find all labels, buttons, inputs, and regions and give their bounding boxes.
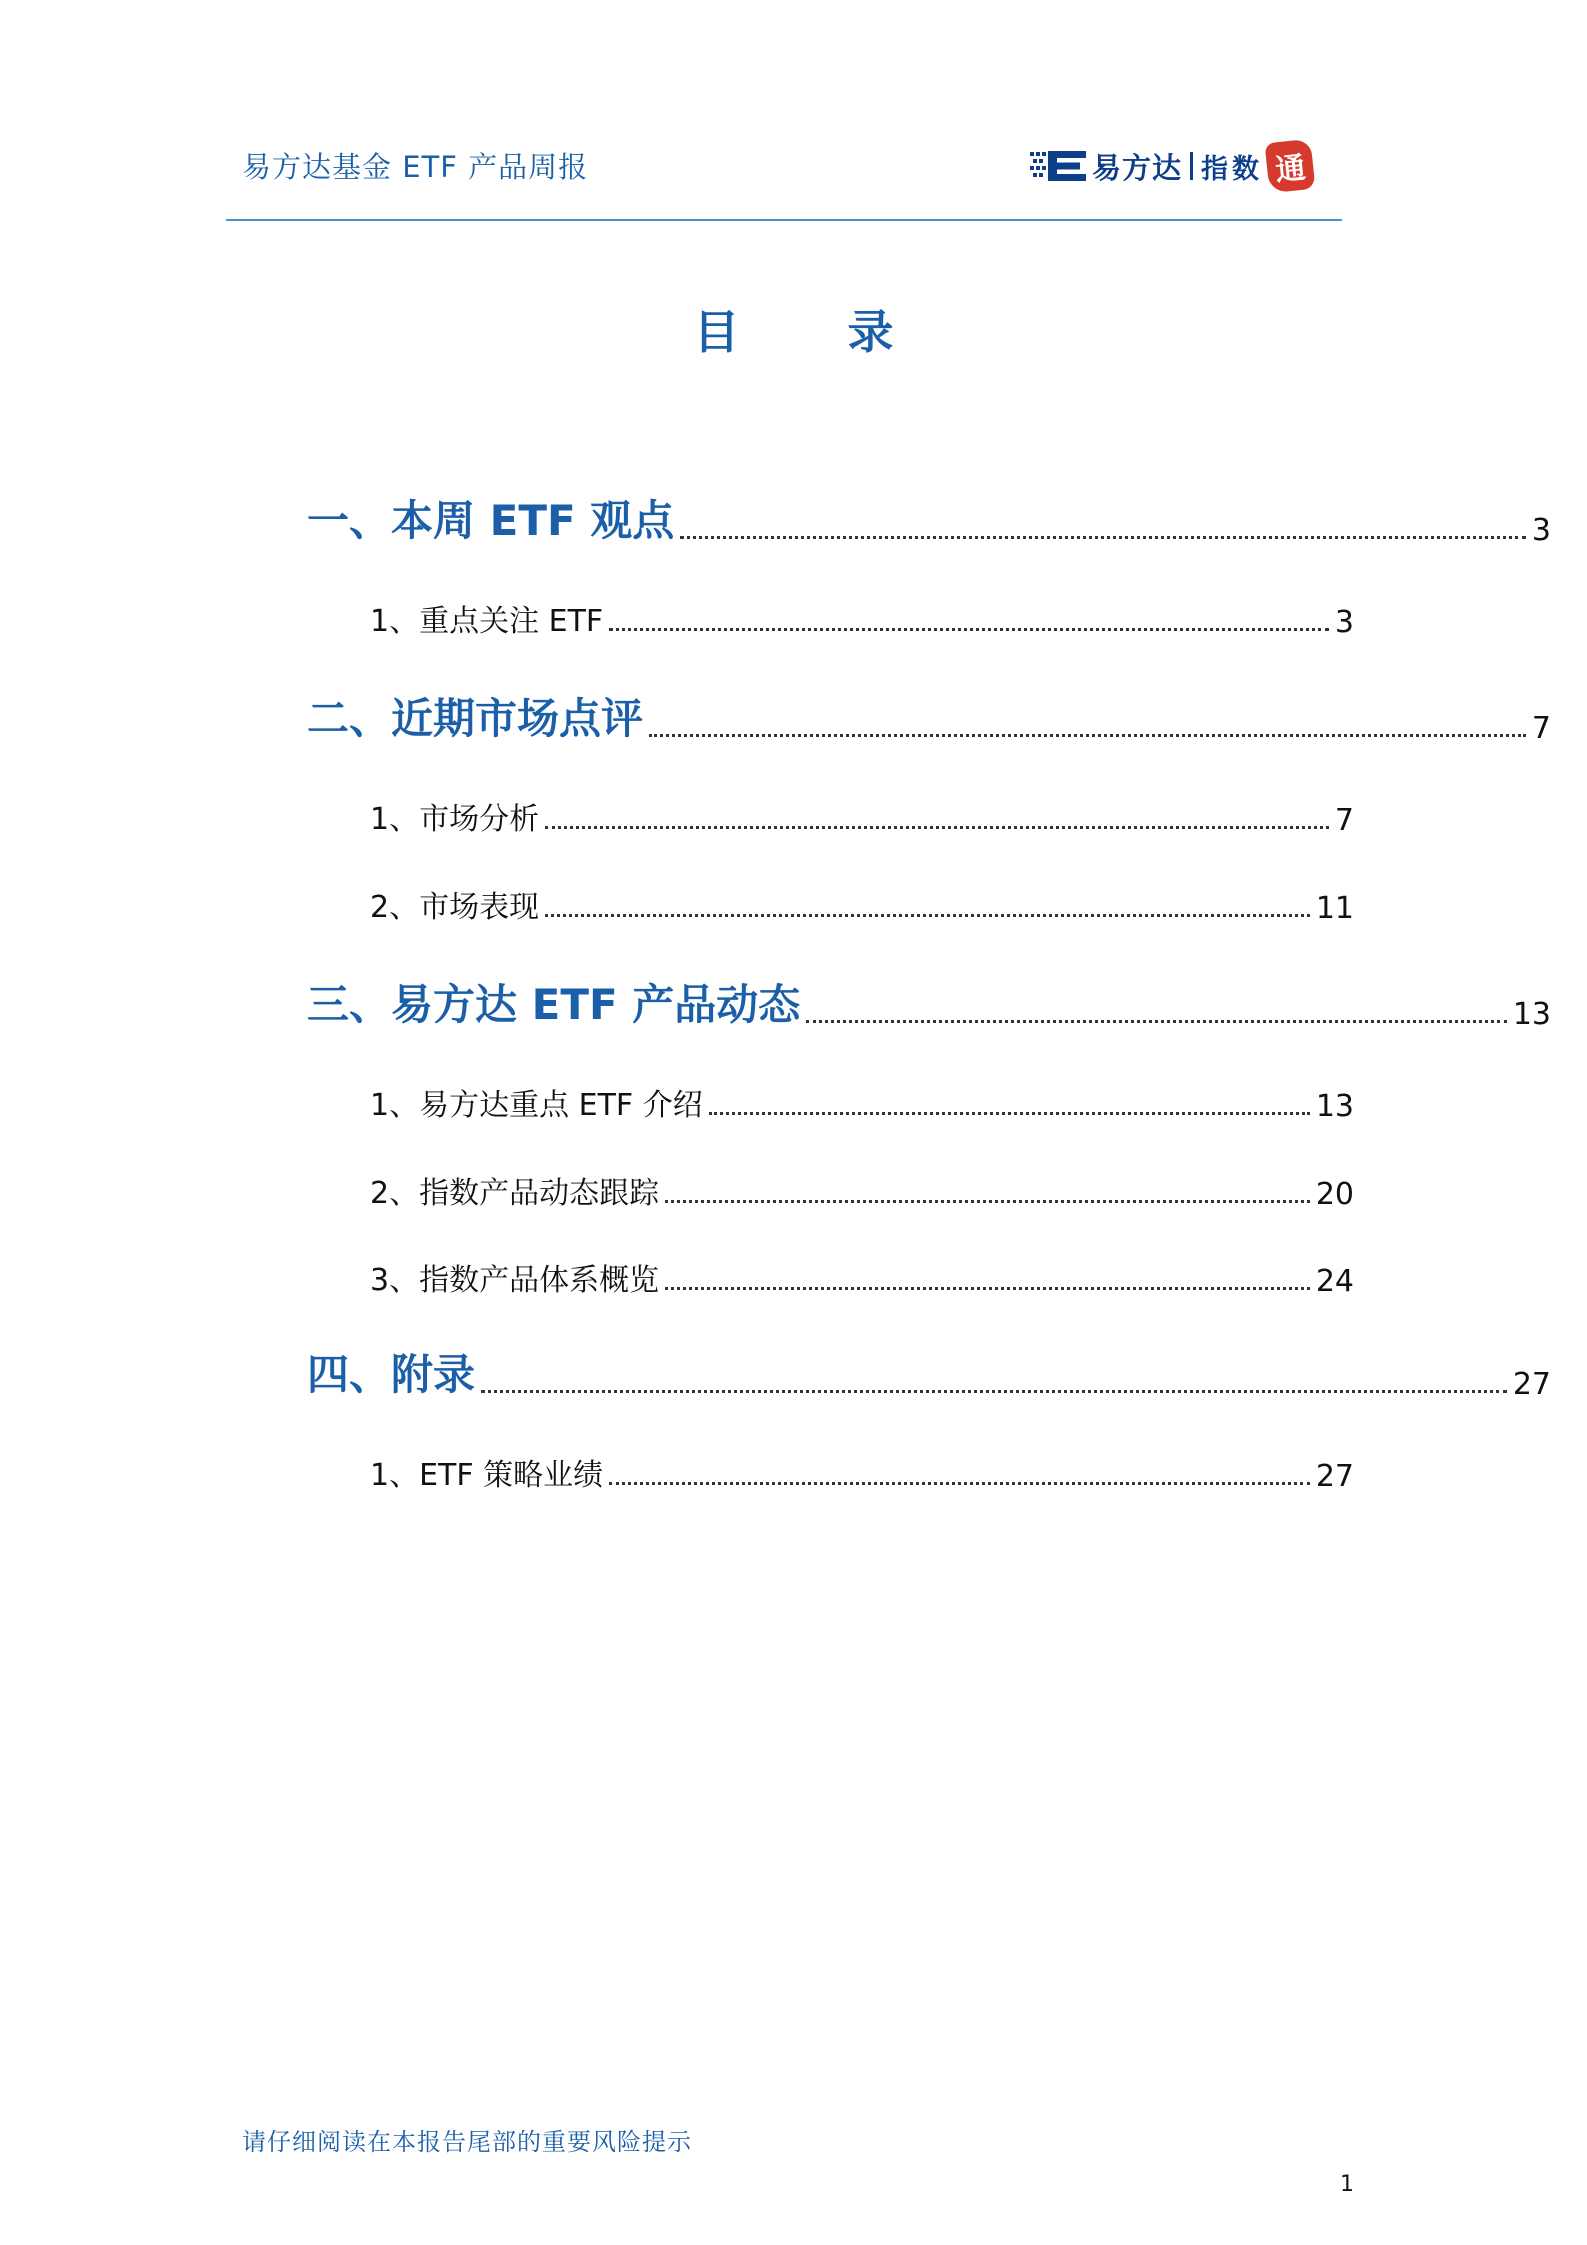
header-divider xyxy=(226,219,1342,221)
toc-entry-page: 20 xyxy=(1315,1177,1354,1212)
toc-entry-label: 2、市场表现 xyxy=(370,890,540,925)
toc-heading: 目 录 xyxy=(693,305,940,359)
toc-entry-page: 27 xyxy=(1315,1459,1354,1494)
toc-entry-label: 1、ETF 策略业绩 xyxy=(370,1458,604,1493)
risk-disclaimer-note: 请仔细阅读在本报告尾部的重要风险提示 xyxy=(242,2128,692,2156)
toc-entry-page: 3 xyxy=(1531,513,1551,548)
toc-entry-subsection-4-1[interactable] xyxy=(370,1450,1354,1494)
toc-entry-subsection-2-1[interactable] xyxy=(370,794,1354,838)
toc-entry-subsection-3-2[interactable] xyxy=(370,1168,1354,1212)
logo-seal-stamp: 通 xyxy=(1265,139,1316,194)
toc-entry-label: 3、指数产品体系概览 xyxy=(370,1263,660,1298)
toc-entry-page: 11 xyxy=(1315,891,1354,926)
toc-dot-leader xyxy=(609,1482,1310,1485)
logo-product-name: 指数 xyxy=(1201,153,1264,185)
toc-entry-label: 三、易方达 ETF 产品动态 xyxy=(307,980,801,1029)
toc-entry-section-1[interactable] xyxy=(307,488,1551,548)
toc-entry-subsection-3-1[interactable] xyxy=(370,1080,1354,1124)
toc-entry-label: 二、近期市场点评 xyxy=(307,694,644,743)
toc-dot-leader xyxy=(806,1020,1507,1023)
logo-company-name: 易方达 xyxy=(1092,150,1183,185)
toc-dot-leader xyxy=(545,914,1310,917)
toc-entry-page: 3 xyxy=(1334,605,1354,640)
toc-entry-subsection-2-2[interactable] xyxy=(370,882,1354,926)
toc-entry-subsection-3-3[interactable] xyxy=(370,1255,1354,1299)
company-logo xyxy=(1030,138,1313,194)
efunds-e-mark-icon xyxy=(1030,149,1088,183)
toc-dot-leader xyxy=(609,628,1329,631)
toc-entry-label: 1、易方达重点 ETF 介绍 xyxy=(370,1088,703,1123)
toc-entry-section-2[interactable] xyxy=(307,686,1551,746)
page-number: 1 xyxy=(1340,2172,1354,2197)
toc-entry-label: 一、本周 ETF 观点 xyxy=(307,496,675,545)
toc-dot-leader xyxy=(649,734,1526,737)
toc-entry-section-4[interactable] xyxy=(307,1342,1551,1402)
toc-entry-section-3[interactable] xyxy=(307,972,1551,1032)
toc-entry-label: 四、附录 xyxy=(307,1350,476,1399)
logo-divider xyxy=(1190,152,1193,180)
toc-entry-page: 7 xyxy=(1531,711,1551,746)
toc-entry-label: 1、重点关注 ETF xyxy=(370,604,604,639)
toc-entry-page: 7 xyxy=(1334,803,1354,838)
toc-dot-leader xyxy=(665,1200,1310,1203)
toc-dot-leader xyxy=(545,826,1329,829)
toc-dot-leader xyxy=(665,1287,1310,1290)
toc-dot-leader xyxy=(481,1390,1507,1393)
toc-entry-label: 1、市场分析 xyxy=(370,802,540,837)
toc-dot-leader xyxy=(680,536,1526,539)
toc-entry-subsection-1-1[interactable] xyxy=(370,596,1354,640)
toc-entry-page: 13 xyxy=(1315,1089,1354,1124)
toc-dot-leader xyxy=(709,1112,1310,1115)
toc-entry-page: 24 xyxy=(1315,1264,1354,1299)
toc-entry-page: 13 xyxy=(1512,997,1551,1032)
report-title: 易方达基金 ETF 产品周报 xyxy=(242,150,589,184)
toc-entry-page: 27 xyxy=(1512,1367,1551,1402)
toc-entry-label: 2、指数产品动态跟踪 xyxy=(370,1176,660,1211)
